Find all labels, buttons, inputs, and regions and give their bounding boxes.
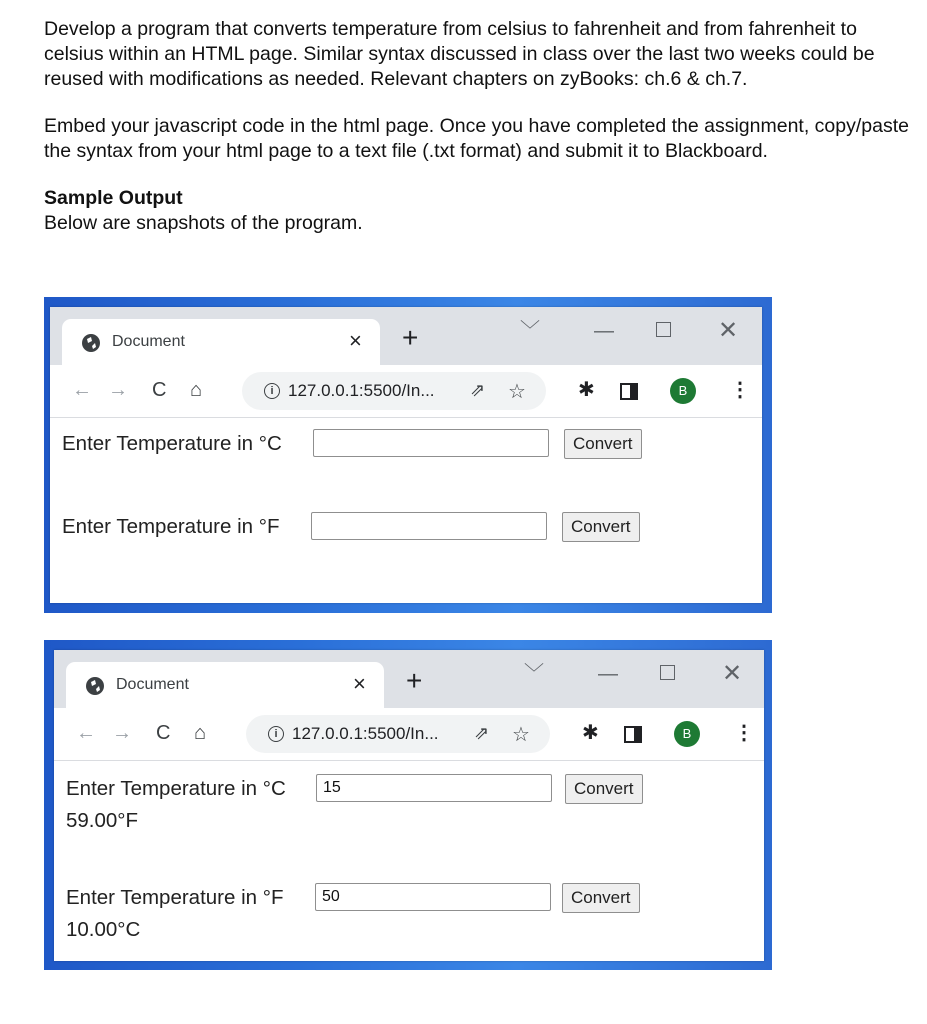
kebab-menu-icon[interactable]: ⋮ [734, 722, 754, 744]
page-content [50, 418, 762, 603]
new-tab-button[interactable]: + [402, 322, 419, 353]
convert-fahrenheit-button[interactable]: Convert [562, 883, 640, 913]
convert-fahrenheit-button[interactable]: Convert [562, 512, 640, 542]
browser-window [54, 650, 764, 961]
close-tab-icon[interactable]: × [353, 671, 366, 696]
sample-output-heading: Sample Output [44, 187, 183, 209]
instructions-paragraph-1: Develop a program that converts temperature from celsius to fahrenheit and from fahrenheit to celsius within an HTML page. Similar syntax discussed in class over the last two weeks could be reused with modifications as needed. Relevant chapters on zyBooks: ch.6 & ch.7. [44, 18, 875, 90]
bookmark-star-icon[interactable]: ☆ [508, 381, 526, 403]
reload-icon[interactable]: C [152, 379, 167, 401]
convert-celsius-button[interactable]: Convert [564, 429, 642, 459]
puzzle-extensions-icon[interactable]: ✱ [578, 379, 595, 401]
fahrenheit-input[interactable] [311, 512, 547, 540]
info-icon[interactable]: i [268, 726, 284, 742]
tab-strip [54, 650, 764, 708]
tab-document[interactable] [62, 319, 380, 365]
browser-toolbar [50, 365, 762, 418]
minimize-icon[interactable]: — [598, 663, 618, 685]
fahrenheit-label: Enter Temperature in °F [62, 515, 280, 538]
kebab-menu-icon[interactable]: ⋮ [730, 379, 750, 401]
tab-title: Document [116, 676, 189, 693]
tab-title: Document [112, 333, 185, 350]
back-arrow-icon[interactable]: ← [72, 379, 92, 401]
celsius-label: Enter Temperature in °C [66, 777, 286, 800]
home-icon[interactable]: ⌂ [194, 722, 207, 744]
sample-output-caption: Below are snapshots of the program. [44, 212, 363, 234]
share-icon[interactable]: ⇗ [470, 380, 486, 400]
profile-avatar[interactable]: B [674, 721, 700, 747]
celsius-result: 59.00°F [66, 809, 139, 832]
share-icon[interactable]: ⇗ [474, 723, 490, 743]
celsius-input[interactable] [316, 774, 552, 802]
profile-avatar[interactable]: B [670, 378, 696, 404]
chevron-down-icon[interactable]: ﹀ [524, 663, 544, 685]
forward-arrow-icon[interactable]: → [108, 379, 128, 401]
browser-screenshot-1 [44, 297, 772, 613]
instructions-paragraph-2: Embed your javascript code in the html page. Once you have completed the assignment, copy/paste the syntax from your html page to a text file (.txt format) and submit it to Blackboard. [44, 115, 909, 162]
browser-window [50, 307, 762, 603]
home-icon[interactable]: ⌂ [190, 379, 203, 401]
maximize-icon[interactable] [656, 319, 671, 343]
side-panel-icon[interactable] [620, 383, 638, 400]
puzzle-extensions-icon[interactable]: ✱ [582, 722, 599, 744]
new-tab-button[interactable]: + [406, 665, 423, 696]
url-text: 127.0.0.1:5500/In... [292, 724, 439, 743]
tab-document[interactable] [66, 662, 384, 708]
browser-screenshot-2 [44, 640, 772, 970]
chevron-down-icon[interactable]: ﹀ [520, 320, 540, 342]
info-icon[interactable]: i [264, 383, 280, 399]
address-bar[interactable] [242, 372, 546, 410]
fahrenheit-input[interactable] [315, 883, 551, 911]
forward-arrow-icon[interactable]: → [112, 722, 132, 744]
address-bar[interactable] [246, 715, 550, 753]
maximize-icon[interactable] [660, 662, 675, 686]
celsius-input[interactable] [313, 429, 549, 457]
close-window-icon[interactable]: ✕ [722, 660, 743, 687]
minimize-icon[interactable]: — [594, 320, 614, 342]
globe-icon [82, 334, 100, 352]
globe-icon [86, 677, 104, 695]
tab-strip [50, 307, 762, 365]
fahrenheit-result: 10.00°C [66, 918, 141, 941]
convert-celsius-button[interactable]: Convert [565, 774, 643, 804]
celsius-label: Enter Temperature in °C [62, 432, 282, 455]
assignment-text [44, 17, 914, 236]
reload-icon[interactable]: C [156, 722, 171, 744]
fahrenheit-label: Enter Temperature in °F [66, 886, 284, 909]
bookmark-star-icon[interactable]: ☆ [512, 724, 530, 746]
url-text: 127.0.0.1:5500/In... [288, 381, 435, 400]
close-tab-icon[interactable]: × [349, 328, 362, 353]
back-arrow-icon[interactable]: ← [76, 722, 96, 744]
close-window-icon[interactable]: ✕ [718, 317, 739, 344]
side-panel-icon[interactable] [624, 726, 642, 743]
browser-toolbar [54, 708, 764, 761]
page-content [54, 761, 764, 961]
